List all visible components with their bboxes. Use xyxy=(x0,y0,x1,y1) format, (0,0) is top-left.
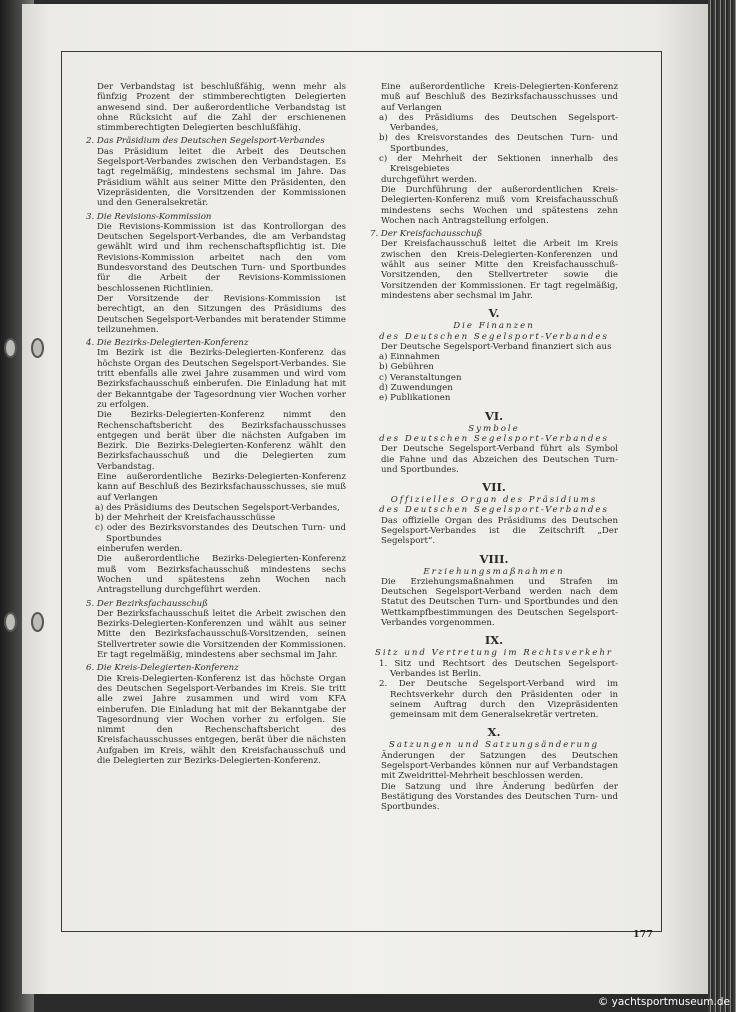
page-number: 177 xyxy=(633,929,653,940)
list-item: 1. Sitz und Rechtsort des Deutschen Segelsport-Verbandes ist Berlin. xyxy=(379,658,618,679)
section-heading: 5. Der Bezirksfachausschuß xyxy=(86,598,208,609)
binding-hole xyxy=(31,338,44,358)
paragraph: Der Vorsitzende der Revisions-Kommission ist berechtigt, an den Sitzungen des Präsidiums des Deutschen Segelsport-Verbandes mit beratender Stimme teilzunehmen. xyxy=(97,293,346,335)
list-item: c) oder des Bezirksvorstandes des Deutschen Turn- und Sportbundes xyxy=(95,523,346,544)
paragraph: Die Durchführung der außerordentlichen Kreis-Delegierten-Konferenz muß vom Kreisfachausschuß mindestens sechs Wochen und spätestens zehn Wochen nach Antragstellung erfolgen. xyxy=(381,184,618,226)
paragraph: Änderungen der Satzungen des Deutschen Segelsport-Verbandes können nur auf Verbandstagen mit Zweidrittel-Mehrheit beschlossen werden. xyxy=(381,750,618,782)
paragraph: Der Deutsche Segelsport-Verband führt als Symbol die Fahne und das Abzeichen des Deutschen Turn- und Sportbundes. xyxy=(381,444,618,475)
chapter-title: Erziehungsmaßnahmen xyxy=(423,566,565,577)
paragraph: Das Präsidium leitet die Arbeit des Deutschen Segelsport-Verbandes zwischen den Verbandstagen. Es tagt regelmäßig, mindestens sechsmal im Jahre. Das Präsidium wählt aus seiner Mitte den Präsidenten, den Vizepräsidenten, die Vorsitzenden der Kommissionen und den Generalsekretär. xyxy=(97,146,346,209)
paragraph: Die Erziehungsmaßnahmen und Strafen im Deutschen Segelsport-Verband werden nach dem Statut des Deutschen Turn- und Sportbundes und den Wettkampfbestimmungen des Deutschen Segelsport-Verbandes vorgenommen. xyxy=(381,576,618,629)
section-heading: 6. Die Kreis-Delegierten-Konferenz xyxy=(86,663,239,674)
list-item: a) des Präsidiums des Deutschen Segelsport-Verbandes, xyxy=(379,112,618,134)
binding-hole xyxy=(4,612,17,632)
list-item: c) der Mehrheit der Sektionen innerhalb des Kreisgebietes xyxy=(379,154,618,175)
list-item: b) der Mehrheit der Kreisfachausschüsse xyxy=(95,513,276,524)
chapter-numeral: X. xyxy=(487,725,501,740)
paragraph: Die Kreis-Delegierten-Konferenz ist das höchste Organ des Deutschen Segelsport-Verbandes im Kreis. Sie tritt alle zwei Jahre zusammen und wird vom KFA einberufen. Die Einladung hat mit der Bekanntgabe der Tagesordnung vier Wochen vorher zu erfolgen. Sie nimmt den Rechenschaftsbericht des Kreisfachausschusses entgegen, berät über die nächsten Aufgaben im Kreis, wählt den Kreisfachausschuß und die Delegierten zur Bezirks-Delegierten-Konferenz. xyxy=(97,673,346,766)
chapter-title: Symbole xyxy=(468,423,520,434)
chapter-title: Offizielles Organ des Präsidiums xyxy=(390,495,598,506)
chapter-title: Die Finanzen xyxy=(453,321,535,332)
page-stack-edge xyxy=(708,0,736,1012)
list-item: e) Publikationen xyxy=(379,393,451,404)
left-text-column xyxy=(86,82,346,766)
paragraph: Eine außerordentliche Kreis-Delegierten-Konferenz muß auf Beschluß des Bezirksfachausschusses und auf Verlangen xyxy=(381,82,618,113)
chapter-title: des Deutschen Segelsport-Verbandes xyxy=(379,331,609,342)
section-heading: 3. Die Revisions-Kommission xyxy=(86,211,212,222)
paragraph: einberufen werden. xyxy=(97,544,183,555)
paragraph: Im Bezirk ist die Bezirks-Delegierten-Konferenz das höchste Organ des Deutschen Segelsport-Verbandes. Sie tritt ebenfalls alle zwei Jahre zusammen und wird vom Bezirksfachausschuß einberufen. Die Einladung hat mit der Bekanntgabe der Tagesordnung vier Wochen vorher zu erfolgen. xyxy=(97,348,346,410)
list-item: b) Gebühren xyxy=(379,362,434,373)
list-item: a) Einnahmen xyxy=(379,352,440,363)
chapter-numeral: VIII. xyxy=(479,551,509,566)
chapter-numeral: V. xyxy=(488,306,500,321)
paragraph: Der Verbandstag ist beschlußfähig, wenn mehr als fünfzig Prozent der stimmberechtigten Delegierten anwesend sind. Der außerordentliche Verbandstag ist ohne Rücksicht auf die Zahl der erschienenen stimmberechtigten Delegierten beschlußfähig. xyxy=(97,82,346,134)
chapter-title: Sitz und Vertretung im Rechtsverkehr xyxy=(374,648,614,659)
binding-hole xyxy=(31,612,44,632)
chapter-title: Satzungen und Satzungsänderung xyxy=(388,740,600,751)
list-item: d) Zuwendungen xyxy=(379,383,453,394)
chapter-numeral: VI. xyxy=(484,408,504,423)
paragraph: Der Deutsche Segelsport-Verband finanziert sich aus xyxy=(381,341,612,352)
right-text-column xyxy=(370,82,618,813)
section-heading: 4. Die Bezirks-Delegierten-Konferenz xyxy=(86,338,249,349)
section-heading: 2. Das Präsidium des Deutschen Segelsport-Verbandes xyxy=(86,136,325,147)
list-item: 2. Der Deutsche Segelsport-Verband wird im Rechtsverkehr durch den Präsidenten oder in seinem Auftrag durch den Vizepräsidenten gemeinsam mit dem Generalsekretär vertreten. xyxy=(379,679,618,721)
paragraph: Der Kreisfachausschuß leitet die Arbeit im Kreis zwischen den Kreis-Delegierten-Konferenzen und wählt aus seiner Mitte den Kreisfachausschuß-Vorsitzenden, den Stellvertreter sowie die Vorsitzenden der Kommissionen. Er tagt regelmäßig, mindestens aber sechsmal im Jahr. xyxy=(381,239,618,301)
chapter-title: des Deutschen Segelsport-Verbandes xyxy=(379,505,609,516)
paragraph: durchgeführt werden. xyxy=(381,174,478,185)
paragraph: Die Bezirks-Delegierten-Konferenz nimmt den Rechenschaftsbericht des Bezirksfachausschusses entgegen und berät über die nächsten Aufgaben im Bezirk. Die Bezirks-Delegierten-Konferenz wählt den Bezirksfachausschuß und die Delegierten zum Verbandstag. xyxy=(97,410,346,472)
list-item: b) des Kreisvorstandes des Deutschen Turn- und Sportbundes, xyxy=(379,133,618,154)
chapter-title: des Deutschen Segelsport-Verbandes xyxy=(379,433,609,444)
chapter-numeral: IX. xyxy=(484,633,504,648)
paragraph: Eine außerordentliche Bezirks-Delegierten-Konferenz kann auf Beschluß des Bezirksfachausschusses, sie muß auf Verlangen xyxy=(97,471,346,503)
paragraph: Die außerordentliche Bezirks-Delegierten-Konferenz muß vom Bezirksfachausschuß mindestens sechs Wochen und spätestens zehn Wochen nach Antragstellung durchgeführt werden. xyxy=(97,554,346,596)
paragraph: Das offizielle Organ des Präsidiums des Deutschen Segelsport-Verbandes ist die Zeitschrift „Der Segelsport“. xyxy=(381,515,618,547)
section-heading: 7. Der Kreisfachausschuß xyxy=(370,229,483,240)
paragraph: Der Bezirksfachausschuß leitet die Arbeit zwischen den Bezirks-Delegierten-Konferenzen und wählt aus seiner Mitte den Bezirksfachausschuß-Vorsitzenden, seinen Stellvertreter sowie die Vorsitzenden der Kommissionen. Er tagt regelmäßig, mindestens aber sechsmal im Jahr. xyxy=(97,608,346,661)
binding-hole xyxy=(4,338,17,358)
paragraph: Die Satzung und ihre Änderung bedürfen der Bestätigung des Vorstandes des Deutschen Turn- und Sportbundes. xyxy=(381,781,618,813)
paragraph: Die Revisions-Kommission ist das Kontrollorgan des Deutschen Segelsport-Verbandes, die am Verbandstag gewählt wird und ihm rechenschaftspflichtig ist. Die Revisions-Kommission arbeitet nach den vom Bundesvorstand des Deutschen Turn- und Sportbundes für die Arbeit der Revisions-Kommissionen beschlossenen Richtlinien. xyxy=(97,221,346,294)
chapter-numeral: VII. xyxy=(482,480,506,495)
list-item: a) des Präsidiums des Deutschen Segelsport-Verbandes, xyxy=(95,502,340,513)
watermark: © yachtsportmuseum.de xyxy=(597,996,730,1008)
list-item: c) Veranstaltungen xyxy=(379,372,462,383)
